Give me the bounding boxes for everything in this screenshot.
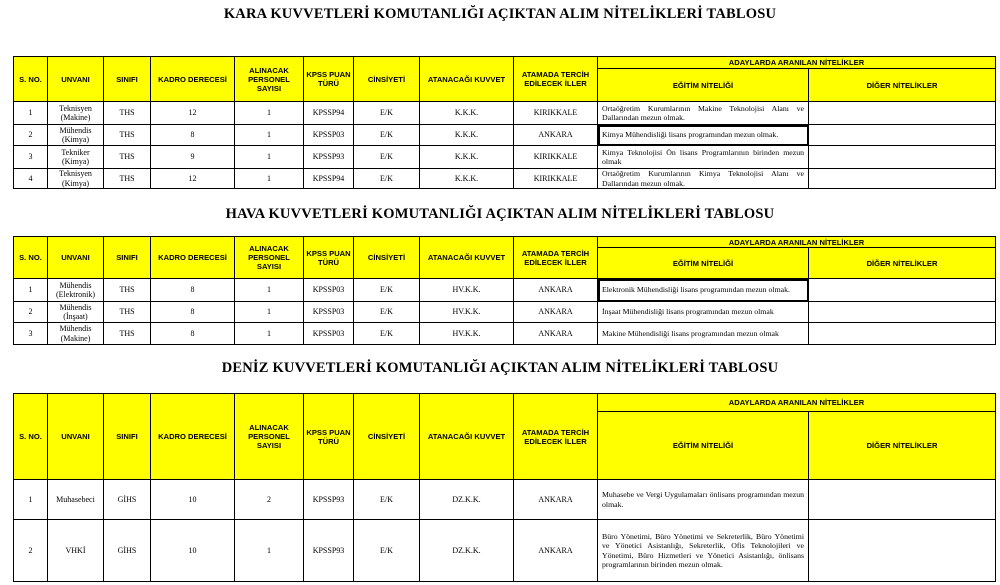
col-header-alinacak: ALINACAK PERSONEL SAYISI	[235, 57, 304, 102]
cell-no: 3	[14, 146, 48, 169]
table-row	[14, 520, 996, 582]
cell-no: 1	[14, 480, 48, 520]
cell-kadro: 8	[151, 125, 235, 146]
col-header-kpss: KPSS PUAN TÜRÜ	[304, 57, 354, 102]
cell-sayi: 1	[235, 102, 304, 125]
cell-il: ANKARA	[514, 279, 598, 302]
col-header-diger: DİĞER NİTELİKLER	[809, 412, 996, 480]
col-header-cinsiyeti: CİNSİYETİ	[354, 237, 420, 279]
cell-unvan: Teknisyen (Kimya)	[48, 169, 104, 189]
col-header-cinsiyeti: CİNSİYETİ	[354, 57, 420, 102]
cell-unvan: Tekniker (Kimya)	[48, 146, 104, 169]
col-header-kadro: KADRO DERECESİ	[151, 57, 235, 102]
section-title-hava: HAVA KUVVETLERİ KOMUTANLIĞI AÇIKTAN ALIM NİTELİKLERİ TABLOSU	[225, 206, 775, 222]
col-header-alinacak: ALINACAK PERSONEL SAYISI	[235, 237, 304, 279]
cell-egitim: Ortaöğretim Kurumlarının Makine Teknolojisi Alanı ve Dallarından mezun olmak.	[598, 102, 809, 125]
cell-sayi: 1	[235, 323, 304, 345]
cell-unvan: Muhasebeci	[48, 480, 104, 520]
cell-kadro: 12	[151, 102, 235, 125]
cell-cinsiyet: E/K	[354, 146, 420, 169]
cell-unvan: Mühendis (İnşaat)	[48, 302, 104, 323]
table-row	[14, 302, 996, 323]
cell-il: ANKARA	[514, 520, 598, 582]
col-header-aranilan: ADAYLARDA ARANILAN NİTELİKLER	[598, 237, 996, 248]
table-row	[14, 279, 996, 302]
table-row	[14, 146, 996, 169]
cell-kpss: KPSSP93	[304, 480, 354, 520]
section-title-deniz: DENİZ KUVVETLERİ KOMUTANLIĞI AÇIKTAN ALIM NİTELİKLERİ TABLOSU	[221, 360, 779, 376]
cell-kpss: KPSSP03	[304, 302, 354, 323]
cell-no: 1	[14, 102, 48, 125]
cell-kpss: KPSSP94	[304, 169, 354, 189]
table-deniz	[13, 393, 996, 582]
col-header-diger: DİĞER NİTELİKLER	[809, 69, 996, 102]
cell-diger	[809, 302, 996, 323]
cell-sayi: 1	[235, 146, 304, 169]
col-header-kpss: KPSS PUAN TÜRÜ	[304, 394, 354, 480]
col-header-atamada: ATAMADA TERCİH EDİLECEK İLLER	[514, 237, 598, 279]
table-row	[14, 125, 996, 146]
col-header-unvani: UNVANI	[48, 237, 104, 279]
cell-sinif: THS	[104, 323, 151, 345]
cell-sayi: 1	[235, 125, 304, 146]
table-row	[14, 323, 996, 345]
cell-kuvvet: K.K.K.	[420, 102, 514, 125]
cell-sinif: THS	[104, 125, 151, 146]
cell-kuvvet: DZ.K.K.	[420, 480, 514, 520]
col-header-aranilan: ADAYLARDA ARANILAN NİTELİKLER	[598, 57, 996, 69]
cell-il: KIRIKKALE	[514, 169, 598, 189]
cell-sayi: 1	[235, 279, 304, 302]
cell-kuvvet: HV.K.K.	[420, 302, 514, 323]
cell-egitim: Kimya Mühendisliği lisans programından mezun olmak.	[598, 125, 809, 146]
col-header-sinifi: SINIFI	[104, 237, 151, 279]
cell-diger	[809, 480, 996, 520]
cell-il: ANKARA	[514, 323, 598, 345]
cell-egitim: Büro Yönetimi, Büro Yönetimi ve Sekreterlik, Büro Yönetimi ve Yönetici Asistanlığı, Sekreterlik, Ofis Teknolojileri ve Yönetimi, Büro Hizmetleri ve Yönetici Asistanlığı, önlisans programlarının birinden mezun olmak.	[598, 520, 809, 582]
cell-kpss: KPSSP03	[304, 279, 354, 302]
cell-kadro: 12	[151, 169, 235, 189]
section-title-kara: KARA KUVVETLERİ KOMUTANLIĞI AÇIKTAN ALIM NİTELİKLERİ TABLOSU	[223, 6, 777, 22]
col-header-kadro: KADRO DERECESİ	[151, 237, 235, 279]
col-header-atanacagi: ATANACAĞI KUVVET	[420, 394, 514, 480]
cell-il: KIRIKKALE	[514, 146, 598, 169]
cell-no: 3	[14, 323, 48, 345]
cell-kadro: 8	[151, 323, 235, 345]
cell-il: ANKARA	[514, 125, 598, 146]
cell-sinif: GİHS	[104, 520, 151, 582]
cell-no: 4	[14, 169, 48, 189]
cell-unvan: Mühendis (Elektronik)	[48, 279, 104, 302]
cell-sinif: THS	[104, 169, 151, 189]
col-header-sinifi: SINIFI	[104, 394, 151, 480]
cell-kuvvet: HV.K.K.	[420, 323, 514, 345]
col-header-sinifi: SINIFI	[104, 57, 151, 102]
col-header-alinacak: ALINACAK PERSONEL SAYISI	[235, 394, 304, 480]
cell-diger	[809, 146, 996, 169]
col-header-atamada: ATAMADA TERCİH EDİLECEK İLLER	[514, 57, 598, 102]
col-header-unvani: UNVANI	[48, 57, 104, 102]
cell-kpss: KPSSP03	[304, 323, 354, 345]
col-header-cinsiyeti: CİNSİYETİ	[354, 394, 420, 480]
cell-diger	[809, 520, 996, 582]
cell-diger	[809, 102, 996, 125]
col-header-s-no: S. NO.	[14, 57, 48, 102]
cell-diger	[809, 169, 996, 189]
cell-no: 1	[14, 279, 48, 302]
cell-sinif: THS	[104, 146, 151, 169]
cell-cinsiyet: E/K	[354, 302, 420, 323]
cell-sinif: GİHS	[104, 480, 151, 520]
cell-egitim: İnşaat Mühendisliği lisans programından mezun olmak	[598, 302, 809, 323]
table-hava	[13, 236, 996, 345]
col-header-atanacagi: ATANACAĞI KUVVET	[420, 57, 514, 102]
table-kara	[13, 56, 996, 189]
cell-cinsiyet: E/K	[354, 323, 420, 345]
cell-sayi: 1	[235, 520, 304, 582]
cell-egitim: Ortaöğretim Kurumlarının Kimya Teknolojisi Alanı ve Dallarından mezun olmak.	[598, 169, 809, 189]
cell-cinsiyet: E/K	[354, 480, 420, 520]
cell-kuvvet: HV.K.K.	[420, 279, 514, 302]
col-header-egitim: EĞİTİM NİTELİĞİ	[598, 248, 809, 279]
cell-cinsiyet: E/K	[354, 102, 420, 125]
cell-il: ANKARA	[514, 480, 598, 520]
cell-sinif: THS	[104, 302, 151, 323]
cell-unvan: VHKİ	[48, 520, 104, 582]
col-header-s-no: S. NO.	[14, 394, 48, 480]
cell-egitim: Kimya Teknolojisi Ön lisans Programlarının birinden mezun olmak	[598, 146, 809, 169]
cell-cinsiyet: E/K	[354, 125, 420, 146]
cell-kuvvet: K.K.K.	[420, 169, 514, 189]
col-header-diger: DİĞER NİTELİKLER	[809, 248, 996, 279]
cell-il: ANKARA	[514, 302, 598, 323]
cell-no: 2	[14, 520, 48, 582]
cell-egitim: Makine Mühendisliği lisans programından mezun olmak	[598, 323, 809, 345]
cell-diger	[809, 279, 996, 302]
cell-unvan: Mühendis (Kimya)	[48, 125, 104, 146]
table-row	[14, 169, 996, 189]
col-header-unvani: UNVANI	[48, 394, 104, 480]
col-header-egitim: EĞİTİM NİTELİĞİ	[598, 69, 809, 102]
cell-egitim: Elektronik Mühendisliği lisans programından mezun olmak.	[598, 279, 809, 302]
cell-diger	[809, 125, 996, 146]
cell-kadro: 8	[151, 302, 235, 323]
cell-kuvvet: K.K.K.	[420, 125, 514, 146]
col-header-kadro: KADRO DERECESİ	[151, 394, 235, 480]
cell-no: 2	[14, 302, 48, 323]
cell-sayi: 1	[235, 169, 304, 189]
cell-diger	[809, 323, 996, 345]
cell-kadro: 10	[151, 480, 235, 520]
cell-kuvvet: K.K.K.	[420, 146, 514, 169]
col-header-aranilan: ADAYLARDA ARANILAN NİTELİKLER	[598, 394, 996, 412]
col-header-kpss: KPSS PUAN TÜRÜ	[304, 237, 354, 279]
cell-kpss: KPSSP03	[304, 125, 354, 146]
col-header-atanacagi: ATANACAĞI KUVVET	[420, 237, 514, 279]
cell-kadro: 10	[151, 520, 235, 582]
cell-no: 2	[14, 125, 48, 146]
col-header-atamada: ATAMADA TERCİH EDİLECEK İLLER	[514, 394, 598, 480]
cell-sayi: 2	[235, 480, 304, 520]
cell-kuvvet: DZ.K.K.	[420, 520, 514, 582]
cell-unvan: Teknisyen (Makine)	[48, 102, 104, 125]
cell-sinif: THS	[104, 279, 151, 302]
table-row	[14, 102, 996, 125]
col-header-egitim: EĞİTİM NİTELİĞİ	[598, 412, 809, 480]
cell-sayi: 1	[235, 302, 304, 323]
col-header-s-no: S. NO.	[14, 237, 48, 279]
cell-kpss: KPSSP94	[304, 102, 354, 125]
cell-cinsiyet: E/K	[354, 279, 420, 302]
cell-cinsiyet: E/K	[354, 520, 420, 582]
cell-egitim: Muhasebe ve Vergi Uygulamaları önlisans programından mezun olmak.	[598, 480, 809, 520]
cell-kadro: 8	[151, 279, 235, 302]
cell-kpss: KPSSP93	[304, 146, 354, 169]
cell-kadro: 9	[151, 146, 235, 169]
cell-unvan: Mühendis (Makine)	[48, 323, 104, 345]
cell-cinsiyet: E/K	[354, 169, 420, 189]
cell-il: KIRIKKALE	[514, 102, 598, 125]
cell-sinif: THS	[104, 102, 151, 125]
table-row	[14, 480, 996, 520]
cell-kpss: KPSSP93	[304, 520, 354, 582]
